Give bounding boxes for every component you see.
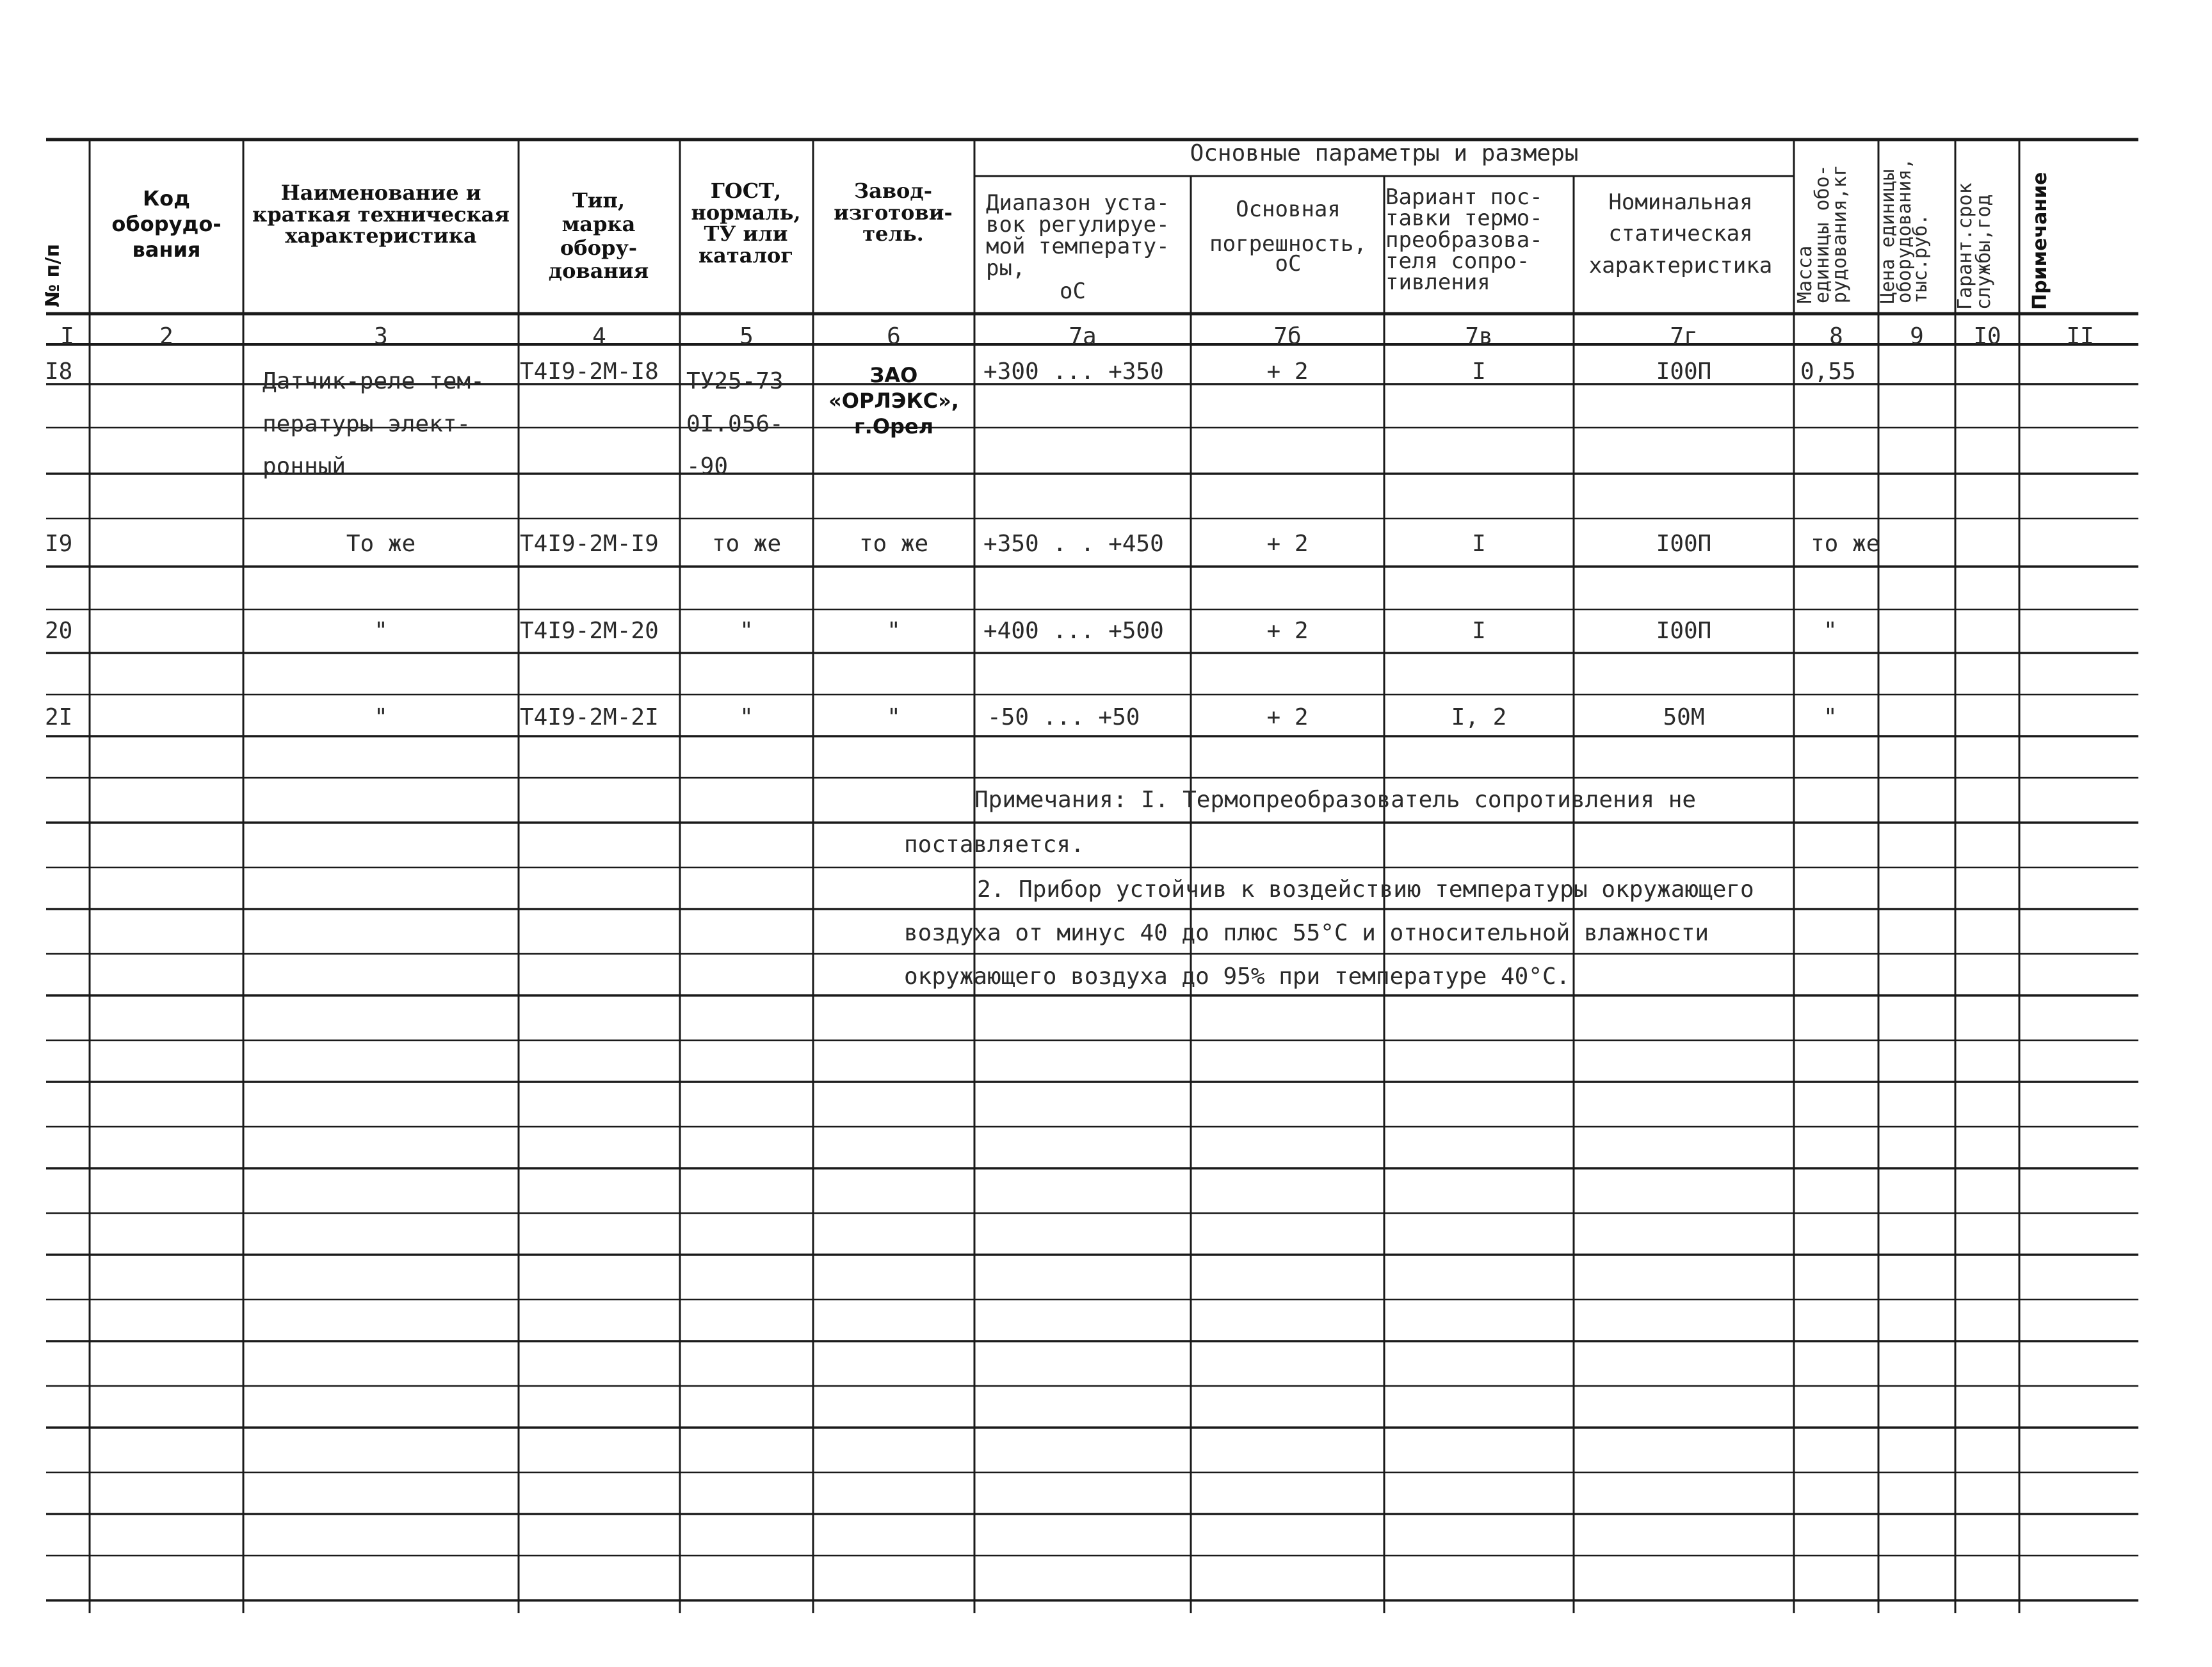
header-temperature-range: Диапазон уста- вок регулируе- мой температу- ры, xyxy=(986,190,1170,281)
equipment-name: То же xyxy=(346,531,416,557)
equipment-mass: " xyxy=(1823,704,1837,730)
equipment-name: " xyxy=(374,704,388,730)
header-name-description: Наименование и краткая техническая характеристика xyxy=(252,181,510,248)
colnum-7b: 7б xyxy=(1273,323,1302,350)
colnum-10: I0 xyxy=(1973,323,2001,350)
equipment-type: Т4I9-2М-I8 xyxy=(520,358,659,385)
delivery-variant: I xyxy=(1472,531,1486,557)
header-manufacturer: Завод- изготови- тель. xyxy=(834,179,953,246)
header-basic-error: Основная погрешность, xyxy=(1209,197,1367,257)
header-price: Цена единицы оборудования, тыс.руб. xyxy=(1877,158,1932,303)
gost-spec: то же xyxy=(711,531,782,557)
note-line-1: Примечания: I. Термопреобразователь сопротивления не xyxy=(974,787,1697,813)
header-warranty: Гарант.срок службы,год xyxy=(1954,182,1995,310)
colnum-7a: 7а xyxy=(1069,323,1097,350)
temperature-range: +300 ... +350 xyxy=(983,358,1164,385)
equipment-name: Датчик-реле тем- пературы элект- ронный xyxy=(262,368,485,480)
header-nominal-characteristic: Номинальная статическая характеристика xyxy=(1588,189,1773,278)
basic-error: + 2 xyxy=(1266,704,1309,730)
manufacturer: ЗАО «ОРЛЭКС», г.Орел xyxy=(828,363,959,439)
equipment-mass: " xyxy=(1823,618,1837,644)
delivery-variant: I, 2 xyxy=(1451,704,1507,730)
header-mass: Масса единицы обо- рудования,кг xyxy=(1794,165,1851,303)
colnum-11: II xyxy=(2066,323,2094,350)
equipment-type: Т4I9-2М-I9 xyxy=(520,531,659,557)
nominal-characteristic: I00П xyxy=(1656,358,1712,385)
equipment-mass: 0,55 xyxy=(1800,358,1856,385)
header-delivery-variant: Вариант пос- тавки термо- преобразова- теля сопро- тивления xyxy=(1385,184,1543,296)
manufacturer: то же xyxy=(859,531,929,557)
basic-error: + 2 xyxy=(1266,618,1309,644)
colnum-6: 6 xyxy=(887,323,901,350)
header-gost: ГОСТ, нормаль, ТУ или каталог xyxy=(691,179,801,268)
temperature-range: -50 ... +50 xyxy=(987,704,1140,730)
manufacturer: " xyxy=(887,704,901,730)
note-line-3: 2. Прибор устойчив к воздействию температуры окружающего xyxy=(977,876,1754,903)
nominal-characteristic: I00П xyxy=(1656,618,1712,644)
row-number: 2I xyxy=(45,704,73,730)
gost-spec: " xyxy=(739,704,754,730)
delivery-variant: I xyxy=(1472,358,1486,385)
header-main-parameters: Основные параметры и размеры xyxy=(1190,140,1579,166)
gost-spec: " xyxy=(739,618,754,644)
colnum-2: 2 xyxy=(159,323,174,350)
colnum-5: 5 xyxy=(739,323,754,350)
equipment-name: " xyxy=(374,618,388,644)
nominal-characteristic: I00П xyxy=(1656,531,1712,557)
colnum-3: 3 xyxy=(374,323,388,350)
row-number: I9 xyxy=(45,531,73,557)
nominal-characteristic: 50М xyxy=(1663,704,1705,730)
colnum-4: 4 xyxy=(592,323,606,350)
row-number: I8 xyxy=(45,358,73,385)
header-basic-error-unit: оС xyxy=(1275,251,1302,277)
gost-spec: ТУ25-73 0I.056- -90 xyxy=(686,368,784,480)
note-line-5: окружающего воздуха до 95% при температуре 40°С. xyxy=(904,963,1570,990)
basic-error: + 2 xyxy=(1266,358,1309,385)
colnum-7v: 7в xyxy=(1465,323,1493,350)
temperature-range: +350 . . +450 xyxy=(983,531,1164,557)
header-equipment-code: Код оборудо- вания xyxy=(111,186,222,262)
equipment-type: Т4I9-2М-2I xyxy=(520,704,659,730)
colnum-8: 8 xyxy=(1829,323,1843,350)
colnum-9: 9 xyxy=(1910,323,1924,350)
equipment-mass: то же xyxy=(1811,531,1880,557)
equipment-type: Т4I9-2М-20 xyxy=(520,618,659,644)
delivery-variant: I xyxy=(1472,618,1486,644)
manufacturer: " xyxy=(887,618,901,644)
basic-error: + 2 xyxy=(1266,531,1309,557)
header-note: Примечание xyxy=(2029,172,2051,310)
temperature-range: +400 ... +500 xyxy=(983,618,1164,644)
header-row-number: № п/п xyxy=(42,244,64,307)
header-temperature-range-unit: оС xyxy=(1060,278,1086,304)
colnum-1: I xyxy=(60,323,74,350)
colnum-7g: 7г xyxy=(1670,323,1698,350)
header-type-brand: Тип, марка обору- дования xyxy=(548,188,649,284)
note-line-4: воздуха от минус 40 до плюс 55°С и относительной влажности xyxy=(904,920,1709,946)
row-number: 20 xyxy=(45,618,73,644)
note-line-2: поставляется. xyxy=(904,832,1085,858)
